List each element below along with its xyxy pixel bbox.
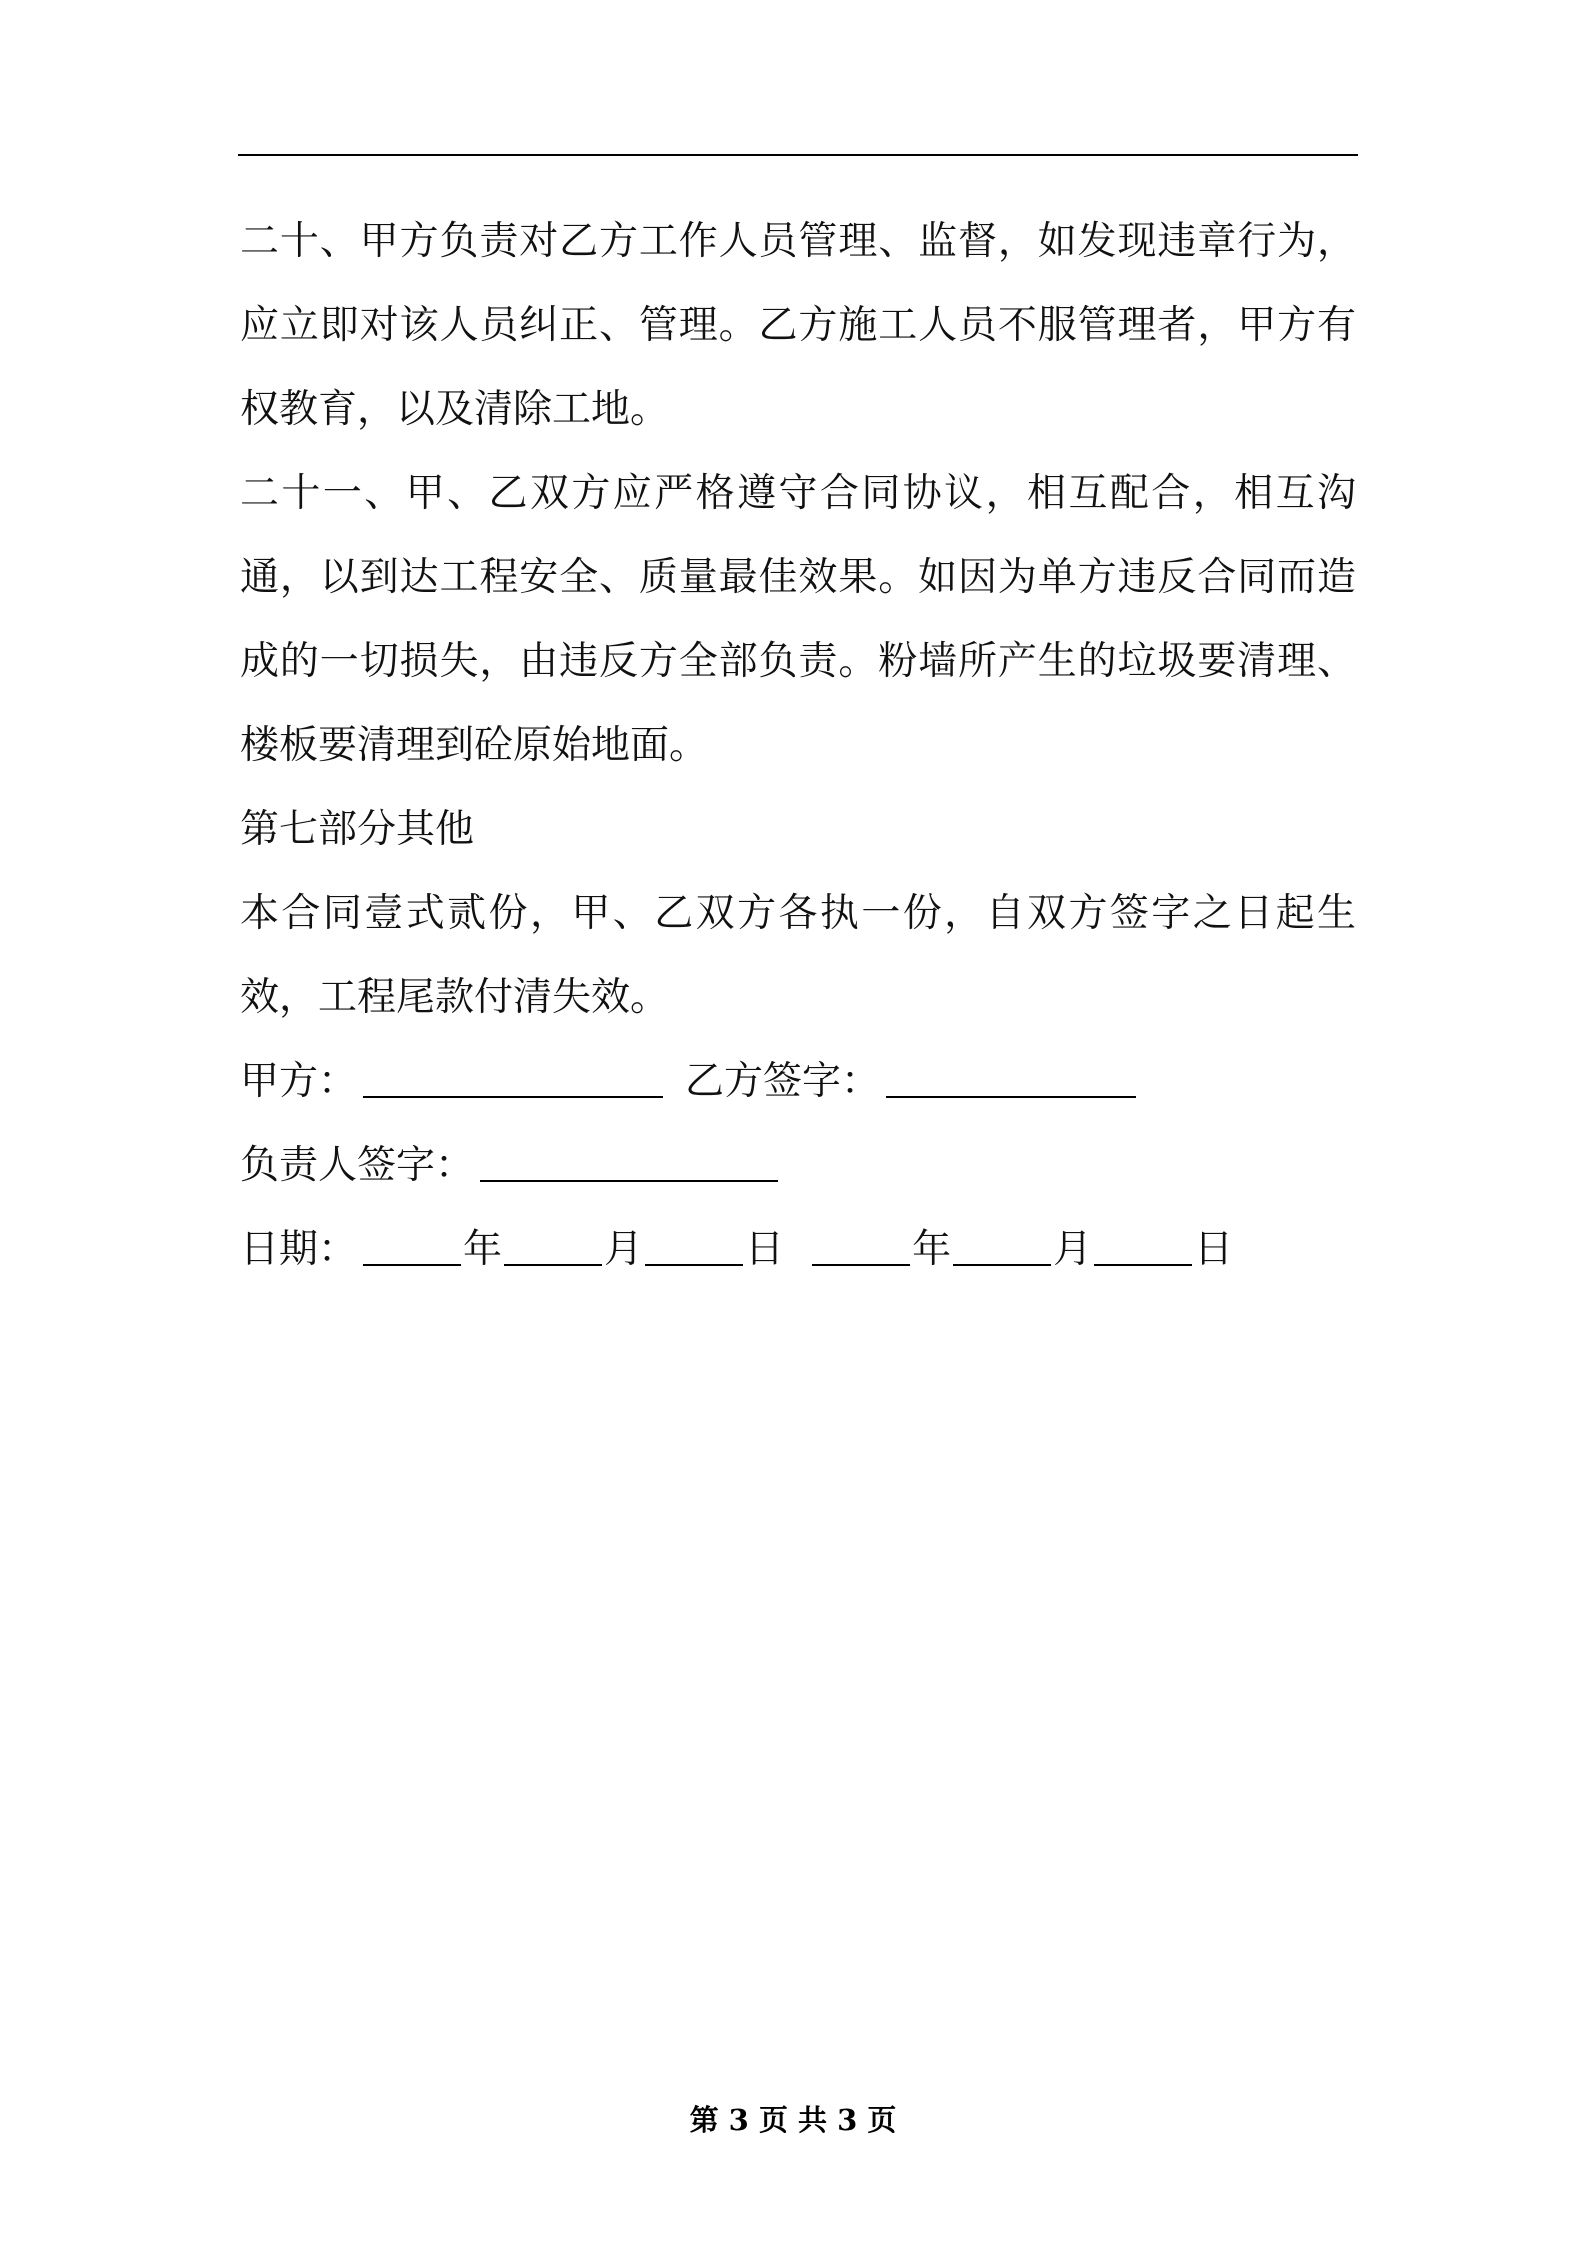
date-a-day-blank[interactable]: [645, 1234, 743, 1266]
date-label: 日期：: [240, 1227, 358, 1272]
date-row: [240, 1208, 1356, 1292]
date-a-year-blank[interactable]: [363, 1234, 461, 1266]
date-a-month-label: 月: [604, 1227, 644, 1272]
page-number: 第 3 页 共 3 页: [689, 2103, 897, 2137]
party-b-label: 乙方签字：: [685, 1059, 881, 1104]
responsible-label: 负责人签字：: [240, 1143, 475, 1188]
date-b-month-label: 月: [1053, 1227, 1093, 1272]
date-a-month-blank[interactable]: [504, 1234, 602, 1266]
party-a-blank[interactable]: [363, 1066, 663, 1098]
date-b-day-blank[interactable]: [1094, 1234, 1192, 1266]
header-rule: [238, 154, 1358, 156]
document-body: [240, 200, 1356, 1292]
party-a-label: 甲方：: [240, 1059, 358, 1104]
contract-copies-clause: 本合同壹式贰份，甲、乙双方各执一份，自双方签字之日起生效，工程尾款付清失效。: [240, 891, 1356, 1020]
date-a-day-label: 日: [745, 1227, 785, 1272]
party-signature-row: [240, 1040, 1356, 1124]
clause-20: 二十、甲方负责对乙方工作人员管理、监督，如发现违章行为，应立即对该人员纠正、管理。乙方施工人员不服管理者，甲方有权教育，以及清除工地。: [240, 219, 1356, 432]
responsible-blank[interactable]: [480, 1150, 778, 1182]
date-a-year-label: 年: [463, 1227, 503, 1272]
section-heading: 第七部分其他: [240, 807, 475, 852]
responsible-signature-row: [240, 1124, 1356, 1208]
date-b-year-blank[interactable]: [812, 1234, 910, 1266]
clause-21: 二十一、甲、乙双方应严格遵守合同协议，相互配合，相互沟通，以到达工程安全、质量最佳效果。如因为单方违反合同而造成的一切损失，由违反方全部负责。粉墙所产生的垃圾要清理、楼板要清理到砼原始地面。: [240, 471, 1356, 768]
date-b-year-label: 年: [912, 1227, 952, 1272]
date-b-month-blank[interactable]: [953, 1234, 1051, 1266]
date-b-day-label: 日: [1194, 1227, 1234, 1272]
party-b-blank[interactable]: [886, 1066, 1136, 1098]
